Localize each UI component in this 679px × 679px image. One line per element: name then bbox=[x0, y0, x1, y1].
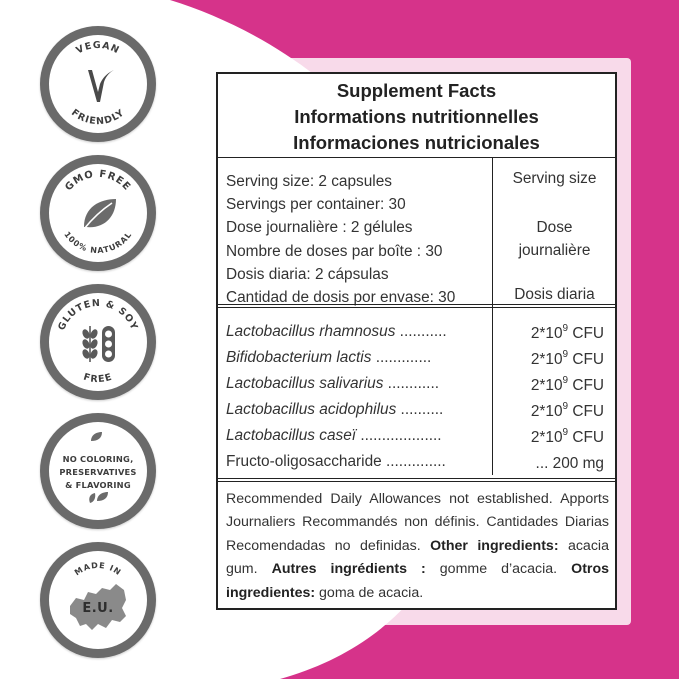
ingredient-amount bbox=[500, 453, 604, 473]
autres-ingredients-value: gomme d’acacia. bbox=[439, 561, 558, 578]
ingredient-name-text: Fructo-oligosaccharide bbox=[226, 453, 382, 470]
title-spanish: Informaciones nutricionales bbox=[293, 132, 540, 153]
dose-header-line-2: journalière bbox=[518, 242, 591, 259]
ingredient-row bbox=[226, 349, 611, 375]
otros-ingredientes-label: Otros ingredientes: bbox=[226, 561, 609, 601]
section-divider bbox=[218, 304, 615, 308]
other-ingredients-value: acacia gum. bbox=[226, 537, 609, 578]
dose-journaliere-header bbox=[493, 216, 616, 262]
facts-header bbox=[218, 74, 615, 158]
eu-text: E.U. bbox=[82, 601, 114, 616]
ingredient-amount-value: 2*10 bbox=[530, 377, 563, 394]
ingredient-name-text: Lactobacillus acidophilus bbox=[226, 401, 397, 418]
ingredient-amount-unit: CFU bbox=[568, 325, 604, 342]
ingredient-amount-exponent: 9 bbox=[562, 349, 569, 360]
ingredient-name bbox=[226, 375, 500, 393]
gmo-badge-top-text: GMO FREE bbox=[63, 168, 133, 194]
serving-line: Cantidad de dosis por envase: 30 bbox=[226, 289, 456, 307]
made-in-eu-badge bbox=[40, 542, 156, 658]
dose-header-line-1: Dose bbox=[536, 219, 573, 236]
ingredient-name bbox=[226, 427, 500, 445]
ingredient-amount-unit: CFU bbox=[568, 429, 604, 446]
ingredient-name-text: Lactobacillus caseï bbox=[226, 427, 357, 444]
autres-ingredients-label: Autres ingrédients : bbox=[271, 561, 426, 578]
ingredient-amount-value: 2*10 bbox=[530, 429, 563, 446]
ingredient-row bbox=[226, 323, 611, 349]
ingredient-name bbox=[226, 401, 500, 419]
ingredient-row bbox=[226, 453, 611, 479]
serving-line: Dosis diaria: 2 cápsulas bbox=[226, 265, 389, 283]
svg-text:FREE bbox=[82, 372, 114, 386]
ingredient-amount-unit: CFU bbox=[568, 377, 604, 394]
note-french: Apports Journaliers Recommandés non définis. bbox=[226, 491, 609, 531]
wheat-soy-icon bbox=[81, 326, 115, 362]
serving-line: Nombre de doses par boîte : 30 bbox=[226, 242, 443, 260]
ingredient-amount-value: 2*10 bbox=[530, 403, 563, 420]
ingredient-name-text: Lactobacillus rhamnosus bbox=[226, 323, 396, 340]
other-ingredients-label: Other ingredients: bbox=[430, 537, 559, 554]
ingredient-leader-dots: ........... bbox=[395, 323, 447, 340]
ingredient-amount-value: 2*10 bbox=[530, 351, 563, 368]
gmo-badge-bottom-text: 100% NATURAL bbox=[62, 229, 134, 256]
ingredient-amount-exponent: 9 bbox=[562, 427, 569, 438]
ingredient-leader-dots: .............. bbox=[381, 453, 446, 470]
vegan-badge-bottom-text: FRIENDLY bbox=[69, 107, 127, 128]
ingredient-leader-dots: ............ bbox=[383, 375, 439, 392]
no-coloring-line-2: PRESERVATIVES bbox=[59, 467, 137, 477]
serving-size-header: Serving size bbox=[512, 170, 597, 187]
ingredient-row bbox=[226, 375, 611, 401]
title-french: Informations nutritionnelles bbox=[294, 106, 539, 127]
ingredient-row bbox=[226, 427, 611, 453]
ingredient-amount-value: 2*10 bbox=[530, 325, 563, 342]
notes-section bbox=[226, 488, 609, 605]
ingredient-name-text: Lactobacillus salivarius bbox=[226, 375, 384, 392]
gluten-soy-free-badge bbox=[40, 284, 156, 400]
ingredient-leader-dots: .......... bbox=[396, 401, 444, 418]
ingredient-amount bbox=[500, 401, 604, 421]
svg-text:VEGAN bbox=[74, 40, 121, 56]
no-coloring-line-3: & FLAVORING bbox=[65, 480, 131, 490]
vegan-badge-top-text: VEGAN bbox=[74, 39, 122, 57]
svg-text:GMO FREE bbox=[63, 169, 132, 193]
ingredient-amount bbox=[500, 375, 604, 395]
section-divider bbox=[218, 478, 615, 482]
svg-text:GLUTEN & SOY bbox=[56, 298, 140, 332]
gmo-free-badge bbox=[40, 155, 156, 271]
ingredient-amount bbox=[500, 427, 604, 447]
title-english: Supplement Facts bbox=[336, 80, 497, 101]
no-coloring-badge bbox=[40, 413, 156, 529]
svg-text:FRIENDLY bbox=[69, 107, 127, 127]
no-coloring-line-1: NO COLORING, bbox=[62, 454, 134, 464]
ingredient-name bbox=[226, 349, 500, 367]
v-leaf-icon bbox=[88, 70, 114, 102]
serving-line: Servings per container: 30 bbox=[226, 196, 406, 214]
serving-details bbox=[226, 170, 455, 309]
ingredient-amount-value: ... 200 mg bbox=[535, 455, 604, 472]
ingredient-row bbox=[226, 401, 611, 427]
otros-ingredientes-value: goma de acacia. bbox=[319, 584, 424, 601]
gluten-badge-top-text: GLUTEN & SOY bbox=[56, 297, 140, 333]
ingredient-amount-exponent: 9 bbox=[562, 375, 569, 386]
gluten-badge-bottom-text: FREE bbox=[82, 371, 114, 386]
ingredients-section bbox=[218, 315, 615, 475]
ingredient-leader-dots: ................... bbox=[356, 427, 442, 444]
dosis-diaria-header: Dosis diaria bbox=[514, 286, 595, 303]
svg-text:100% NATURAL bbox=[62, 230, 134, 255]
serving-line: Dose journalière : 2 gélules bbox=[226, 219, 413, 237]
serving-line: Serving size: 2 capsules bbox=[226, 173, 392, 190]
ingredient-amount bbox=[500, 323, 604, 343]
vegan-friendly-badge bbox=[40, 26, 156, 142]
ingredient-amount-exponent: 9 bbox=[562, 401, 569, 412]
ingredient-name-text: Bifidobacterium lactis bbox=[226, 349, 372, 366]
note-spanish: Cantidades Diarias Recomendadas no definidas. bbox=[226, 514, 609, 554]
ingredient-amount-unit: CFU bbox=[568, 403, 604, 420]
ingredient-amount bbox=[500, 349, 604, 369]
note-english: Recommended Daily Allowances not established. bbox=[226, 491, 553, 507]
ingredient-amount-exponent: 9 bbox=[562, 323, 569, 334]
supplement-facts-table bbox=[216, 72, 617, 610]
made-in-text: MADE IN bbox=[73, 560, 124, 578]
ingredient-amount-unit: CFU bbox=[568, 351, 604, 368]
svg-text:MADE IN bbox=[73, 561, 123, 578]
ingredient-leader-dots: ............. bbox=[371, 349, 432, 366]
ingredient-name bbox=[226, 453, 500, 471]
ingredient-name bbox=[226, 323, 500, 341]
leaf-icon bbox=[84, 199, 116, 229]
